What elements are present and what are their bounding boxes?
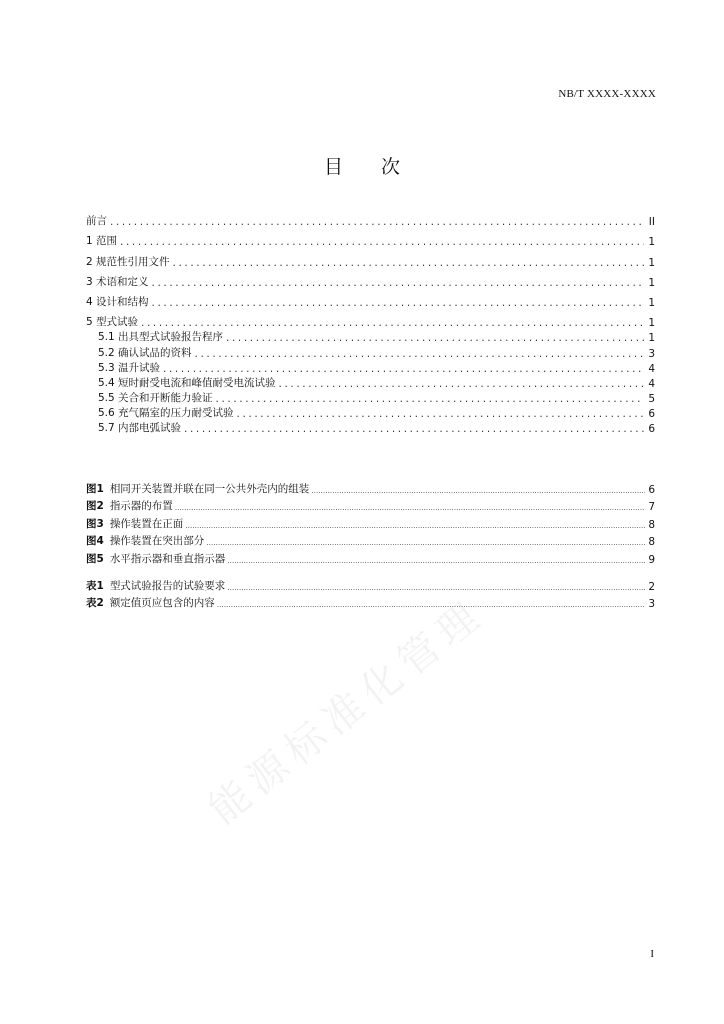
toc-page-number: 5 (648, 393, 655, 406)
toc-page-number: II (648, 216, 655, 229)
toc-leader-dots (163, 363, 644, 375)
toc-figure-entry[interactable] (86, 575, 655, 593)
toc-entry-prefix: 表2 (86, 597, 104, 610)
toc-page-number: 1 (648, 296, 655, 309)
toc-leader-dots (237, 408, 644, 420)
toc-entry[interactable] (86, 309, 655, 329)
toc-subentry[interactable] (86, 375, 655, 390)
toc-entry-text: 操作装置在正面 (109, 517, 184, 530)
toc-subentry[interactable] (86, 390, 655, 405)
toc-entry-label: 5.1 出具型式试验报告程序 (98, 331, 224, 344)
toc-entry-text: 相同开关装置并联在同一公共外壳内的组装 (109, 482, 310, 495)
watermark: 能源标准化管理 (200, 590, 494, 834)
toc-figure-entry[interactable] (86, 531, 655, 549)
toc-page-number: 1 (648, 317, 655, 330)
toc-subentry[interactable] (86, 344, 655, 359)
toc-entry-text: 型式试验报告的试验要求 (109, 579, 226, 592)
toc-subentry[interactable] (86, 329, 655, 344)
toc-entry-label: 4 设计和结构 (86, 295, 149, 308)
toc-leader-dots (173, 257, 644, 269)
toc-entry-label: 1 范围 (86, 235, 118, 248)
toc-figure-entry[interactable] (86, 513, 655, 531)
toc-entry-label (86, 595, 215, 610)
document-code: NB/T XXXX-XXXX (558, 88, 656, 100)
toc-page-number: 9 (648, 553, 655, 566)
page-title: 目次 (323, 156, 438, 178)
toc-page-number: 3 (648, 347, 655, 360)
toc-leader-dots (141, 317, 644, 329)
toc-page-number: 1 (648, 332, 655, 345)
toc-entry-text: 额定值页应包含的内容 (109, 597, 215, 610)
toc-entry-label: 5.4 短时耐受电流和峰值耐受电流试验 (98, 376, 276, 389)
toc-entry-label: 前言 (86, 215, 107, 228)
toc-leader-dots (152, 297, 644, 309)
toc-entry-label (86, 481, 309, 496)
toc-figure-list (86, 478, 655, 566)
toc-page-number: 1 (648, 256, 655, 269)
toc-page-number: 3 (648, 598, 655, 611)
toc-leader-dots (226, 332, 644, 344)
toc-leader-dots (110, 216, 644, 228)
toc-entry-label (86, 551, 225, 566)
toc-leader-dots (216, 393, 644, 405)
toc-entry-label (86, 578, 225, 593)
toc-page-number: 1 (648, 276, 655, 289)
toc-leader-dots (120, 236, 644, 248)
toc-page-number: 4 (648, 362, 655, 375)
toc-page-number: 4 (648, 377, 655, 390)
toc-subentry[interactable] (86, 420, 655, 435)
toc-entry-label: 5.7 内部电弧试验 (98, 422, 182, 435)
toc-entry-label: 2 规范性引用文件 (86, 255, 170, 268)
toc-leader-dots (184, 423, 644, 435)
toc-leader-dots (206, 539, 645, 547)
toc-leader-dots (227, 584, 645, 592)
toc-figure-entry[interactable] (86, 478, 655, 496)
toc-leader-dots (185, 522, 645, 530)
toc-entry[interactable] (86, 269, 655, 289)
toc-figure-entry[interactable] (86, 593, 655, 611)
toc-entry-label: 5.3 温升试验 (98, 361, 161, 374)
toc-entry-label: 5.5 关合和开断能力验证 (98, 392, 213, 405)
toc-entry-text: 水平指示器和垂直指示器 (109, 552, 226, 565)
page-number: I (650, 948, 654, 960)
toc-entry-prefix: 图4 (86, 535, 104, 548)
toc-page-number: 6 (648, 408, 655, 421)
toc-main-list (86, 208, 655, 435)
toc-entry-label (86, 516, 183, 531)
toc-page-number: 8 (648, 518, 655, 531)
toc-entry-label: 3 术语和定义 (86, 275, 149, 288)
toc-entry-label: 5.2 确认试品的资料 (98, 346, 192, 359)
toc-figure-entry[interactable] (86, 496, 655, 514)
toc-entry-label (86, 533, 204, 548)
toc-entry-prefix: 表1 (86, 579, 104, 592)
toc-entry-prefix: 图3 (86, 517, 104, 530)
toc-entry-label (86, 498, 173, 513)
toc-page-number: 6 (648, 483, 655, 496)
toc-entry-text: 指示器的布置 (109, 500, 173, 513)
toc-subentry[interactable] (86, 405, 655, 420)
toc-page-number: 2 (648, 580, 655, 593)
toc-entry-prefix: 图2 (86, 500, 104, 513)
toc-entry[interactable] (86, 228, 655, 248)
toc-leader-dots (311, 487, 645, 495)
toc-entry-prefix: 图1 (86, 482, 104, 495)
toc-leader-dots (195, 348, 644, 360)
toc-subentry[interactable] (86, 360, 655, 375)
toc-leader-dots (152, 277, 644, 289)
toc-entry[interactable] (86, 289, 655, 309)
toc-entry-label: 5 型式试验 (86, 316, 139, 329)
toc-figure-entry[interactable] (86, 548, 655, 566)
toc-page-number: 1 (648, 236, 655, 249)
toc-entry[interactable] (86, 208, 655, 228)
toc-leader-dots (227, 557, 645, 565)
toc-entry-prefix: 图5 (86, 552, 104, 565)
toc-table-list (86, 575, 655, 610)
toc-leader-dots (279, 378, 644, 390)
toc-page-number: 7 (648, 501, 655, 514)
toc-leader-dots (175, 504, 645, 512)
toc-entry-text: 操作装置在突出部分 (109, 535, 205, 548)
toc-page-number: 8 (648, 536, 655, 549)
toc-entry-label: 5.6 充气隔室的压力耐受试验 (98, 407, 234, 420)
toc-entry[interactable] (86, 248, 655, 268)
toc-page-number: 6 (648, 423, 655, 436)
